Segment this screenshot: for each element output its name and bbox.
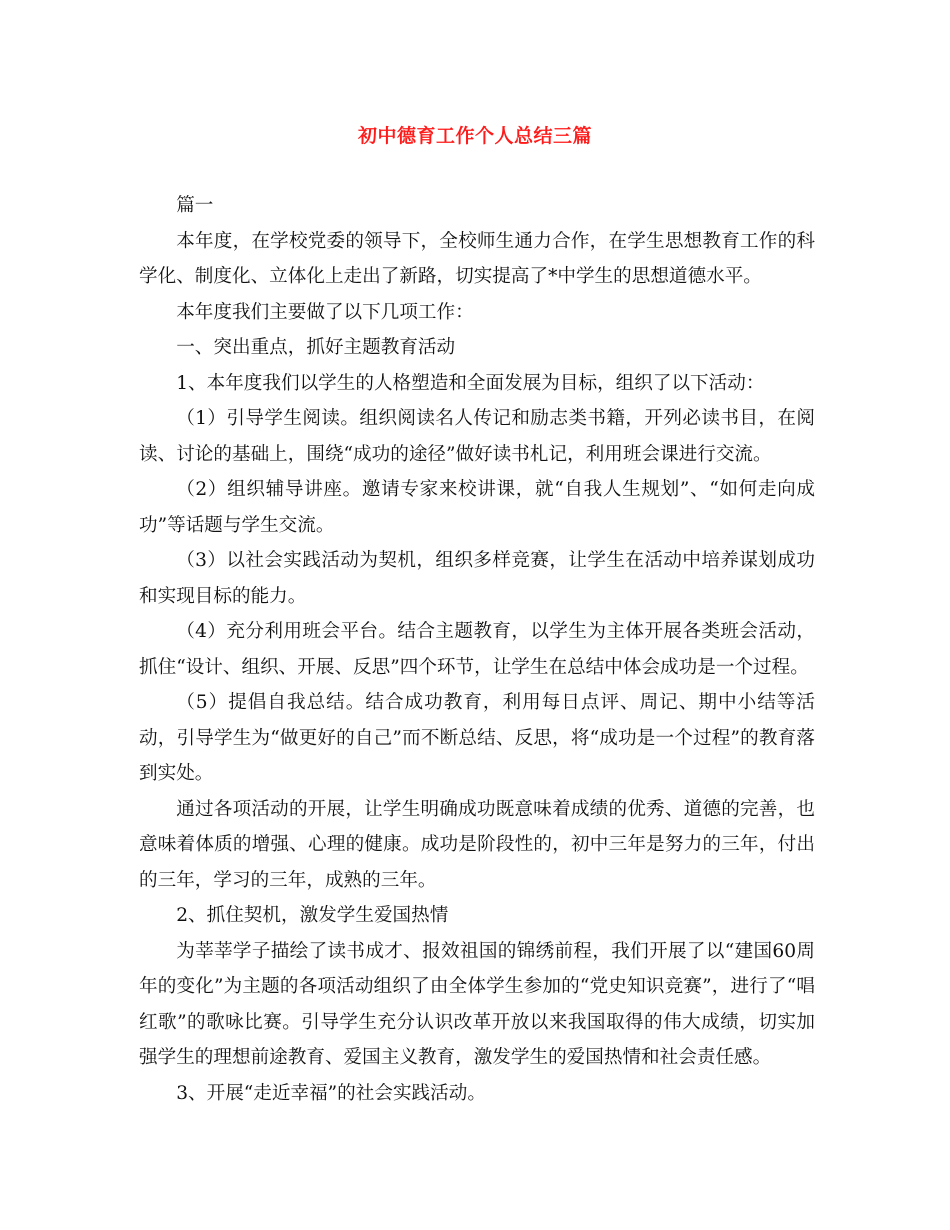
paragraph: 为莘莘学子描绘了读书成才、报效祖国的锦绣前程，我们开展了以“建国60周年的变化”为主题的各项活动组织了由全体学生参加的“党史知识竞赛”，进行了“唱红歌”的歌咏比赛。引导学生充分认识改革开放以来我国取得的伟大成绩，切实加强学生的理想前途教育、爱国主义教育，激发学生的爱国热情和社会责任感。 — [139, 940, 815, 1068]
paragraph: 通过各项活动的开展，让学生明确成功既意味着成绩的优秀、道德的完善，也意味着体质的增强、心理的健康。成功是阶段性的，初中三年是努力的三年，付出的三年，学习的三年，成熟的三年。 — [139, 798, 815, 891]
document-title: 初中德育工作个人总结三篇 — [357, 125, 592, 147]
list-item: （2）组织辅导讲座。邀请专家来校讲课，就“自我人生规划”、“如何走向成功”等话题与学生交流。 — [139, 479, 815, 536]
list-item: （5）提倡自我总结。结合成功教育，利用每日点评、周记、期中小结等活动，引导学生为“做更好的自己”而不断总结、反思，将“成功是一个过程”的教育落到实处。 — [139, 692, 815, 784]
document-body — [139, 188, 815, 1111]
section-heading: 2、抓住契机，激发学生爱国热情 — [176, 905, 449, 926]
list-item: （4）充分利用班会平台。结合主题教育，以学生为主体开展各类班会活动，抓住“设计、组织、开展、反思”四个环节，让学生在总结中体会成功是一个过程。 — [139, 621, 815, 678]
paragraph-section-label: 篇一 — [176, 195, 214, 216]
section-heading: 3、开展“走近幸福”的社会实践活动。 — [176, 1082, 486, 1104]
paragraph: 本年度我们主要做了以下几项工作： — [176, 301, 474, 323]
list-item: （3）以社会实践活动为契机，组织多样竞赛，让学生在活动中培养谋划成功和实现目标的能力。 — [139, 550, 815, 607]
list-item: （1）引导学生阅读。组织阅读名人传记和励志类书籍，开列必读书目，在阅读、讨论的基础上，围绕“成功的途径”做好读书札记，利用班会课进行交流。 — [139, 408, 815, 465]
paragraph: 1、本年度我们以学生的人格塑造和全面发展为目标，组织了以下活动： — [176, 372, 765, 394]
paragraph: 本年度，在学校党委的领导下，全校师生通力合作，在学生思想教育工作的科学化、制度化、立体化上走出了新路，切实提高了*中学生的思想道德水平。 — [139, 230, 815, 287]
section-heading: 一、突出重点，抓好主题教育活动 — [176, 337, 456, 358]
